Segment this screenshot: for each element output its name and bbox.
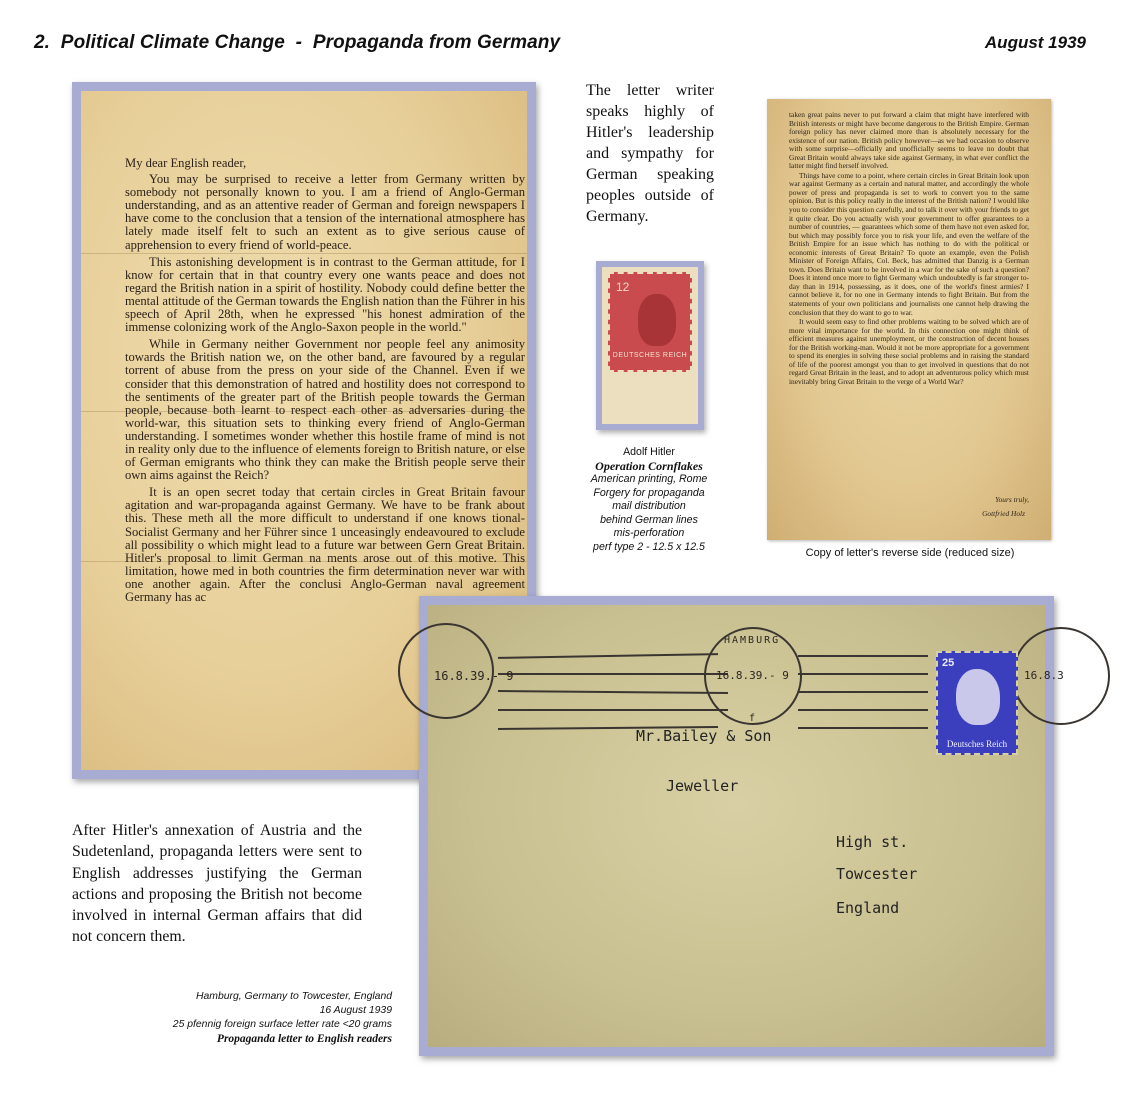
stamp-caption-line: perf type 2 - 12.5 x 12.5 (593, 540, 705, 553)
address-line-town: Towcester (836, 865, 918, 883)
stamp-caption-line: behind German lines (600, 513, 698, 526)
letter-paragraph: You may be surprised to receive a letter from Germany written by somebody not personally known to you. I am a friend of Anglo-German understanding, and as an attentive reader of German and foreign newspapers I have come to the conclusion that a tension of the international atmosphere has lately made itself felt to such an extent as to give serious cause of apprehension to every friend of world-peace. (125, 172, 525, 252)
address-line-country: England (836, 899, 900, 917)
letter-paragraph: While in Germany neither Government nor people feel any animosity towards the British nation we, on the other band, are favoured by a regular torrent of abuse from the press on your side of the Channel. Even if we consider that this demonstration of hatred and hostility does not correspond to the sentiments of the greater part of the British people towards the German people, because both learnt to respect each other as adversaries during the world-war, this situation sets to thinking every friend of Anglo-German understanding. I sometimes wonder whether this hostile frame of mind is not in reality only due to the influence of elements foreign to British nature, or else of German emigrants who think they can make the British people serve their own aims against the Reich? (125, 337, 525, 483)
stamp-caption-line: American printing, Rome (590, 473, 708, 485)
reverse-signature: Gottfried Holz (982, 509, 1025, 518)
postmark-city: HAMBURG (724, 635, 781, 646)
postmark-center-date: 16.8.39.- 9 (716, 669, 789, 682)
reverse-paragraph: Things have come to a point, where certain circles in Great Britain look upon war against Germany as a certain and natural matter, and accordingly the whole power of press and propaganda is set to work to convert you to the same opinion. But is this policy really in the interest of the British nation? I would like you to consider this question carefully, and to talk it over with your friends to get it quite clear. Do you actually wish your government to offer guarantees to a number of countries, — guarantees which some of them have not even asked for, but which may possibly force you to risk your life, and even the welfare of the British Empire for an issue which has nothing to do with the political or economic interests of Great Britain? To quote an example, even the Polish Minister of Foreign Affairs, Col. Beck, has admitted that Danzig is a German town. Does Britain want to be involved in a war for the sake of such a question? Does it intend once more to fight Germany which undoubtedly is far stronger to-day than in 1914, possessing, as it does, one of the world's finest armies? I cannot believe it, for no one in Germany intends to fight Britain. But from the statements of your own politicians and journalists one cannot help drawing the conclusion that they do want to go to war. (789, 170, 1029, 317)
stamp-caption-line: mis-perforation (613, 527, 685, 539)
reverse-closing: Yours truly, (995, 495, 1029, 504)
letter-body (125, 157, 525, 608)
stamp-inscription: DEUTSCHES REICH (612, 352, 688, 359)
letter-paragraph: This astonishing development is in contrast to the German attitude, for I know for certain that in that country every one wants peace and does not regard the British nation in a spirit of hostility. Nobody could define better the mental attitude of the German towards the English nation than the Führer in his speech of April 28th, when he expressed "his honest admiration of the immense colonizing work of the Anglo-Saxon people in the world." (125, 254, 525, 335)
cover-caption-date: 16 August 1939 (319, 1005, 392, 1016)
stamp-caption (574, 446, 724, 554)
stamp-denomination: 12 (616, 280, 630, 294)
hindenburg-portrait-icon (956, 669, 1000, 725)
letter-salutation: My dear English reader, (125, 156, 247, 170)
stamp-caption-line: Forgery for propaganda (593, 486, 705, 499)
letter-paragraph: It is an open secret today that certain circles in Great Britain favour agitation and war-propaganda against Germany. We have to be frank about this. These meth all the more difficult to understand if one knows tional-Socialist Germany and her Führer since 1 unceasingly endeavoured to exclude all possibility o which might lead to a future war between Gern Great Britain. Hitler's proposal to limit German na ments arose out of this motive. This limitation, howe med in both countries the firm determination never war with one another again. After the conclusi Anglo-German naval agreement Germany has ac (125, 485, 525, 604)
envelope (428, 605, 1064, 1047)
cover-caption-title: Propaganda letter to English readers (216, 1033, 392, 1045)
stamp-paper (602, 267, 698, 424)
hindenburg-stamp (936, 651, 1018, 755)
stamp-caption-line: mail distribution (612, 500, 686, 512)
page-title: 2. Political Climate Change - Propaganda from Germany (34, 32, 561, 53)
letter-writer-note: The letter writer speaks highly of Hitler's leadership and sympathy for German speaking peoples outside of Germany. (586, 82, 714, 225)
narrative-text: After Hitler's annexation of Austria and the Sudetenland, propaganda letters were sent to English addresses justifying the German actions and proposing the British not become involved in internal German affairs that did not concern them. (72, 822, 362, 946)
stamp-mount (596, 261, 704, 430)
stamp-caption-name: Adolf Hitler (623, 446, 675, 458)
cover-caption-rate: 25 pfennig foreign surface letter rate <20 grams (172, 1019, 392, 1030)
cover-caption (62, 990, 392, 1046)
letter-reverse (767, 99, 1051, 540)
envelope-mount (419, 596, 1064, 1056)
hitler-stamp (608, 272, 692, 372)
reverse-body (789, 111, 1029, 388)
postmark-left-date: 16.8.39.- 9 (434, 669, 514, 683)
reverse-paragraph: It would seem easy to find other problems waiting to be solved which are of more vital importance for the world. In this connection one might think of efficient measures against unemployment, or the construction of decent houses for the British working-man. Would it not be more appropriate for a government to spend its energies in solving these social problems and in raising the standard of life of the poorest amongst you than to get involved in questions that do not regard Great Britain in the least, and to adopt an adventurous policy which must inevitably bring Great Britain to the verge of a World War? (789, 317, 1029, 386)
page-date: August 1939 (984, 33, 1086, 52)
postmark-right-date: 16.8.3 (1024, 669, 1064, 682)
reverse-caption: Copy of letter's reverse side (reduced size) (805, 547, 1015, 559)
cover-caption-route: Hamburg, Germany to Towcester, England (196, 991, 392, 1002)
address-line-trade: Jeweller (666, 777, 739, 795)
address-line-name: Mr.Bailey & Son (636, 727, 772, 745)
postmark-letter: f (749, 713, 756, 724)
hitler-portrait-icon (638, 294, 676, 346)
reverse-paragraph: taken great pains never to put forward a claim that might have interfered with British interests or might have become dangerous to the British Empire. German foreign policy has never claimed more than is absolutely necessary for the existence of our nation. British policy however—as we had occasion to observe with some surprise—officially and unofficially seems to leave no doubt that Great Britain would always take side against Germany, in what ever conflict the latter might find herself involved. (789, 110, 1029, 171)
envelope-stamp-denomination: 25 (942, 657, 955, 669)
stamp-caption-operation: Operation Cornflakes (595, 458, 703, 473)
address-line-street: High st. (836, 833, 909, 851)
envelope-stamp-inscription: Deutsches Reich (946, 739, 1008, 749)
